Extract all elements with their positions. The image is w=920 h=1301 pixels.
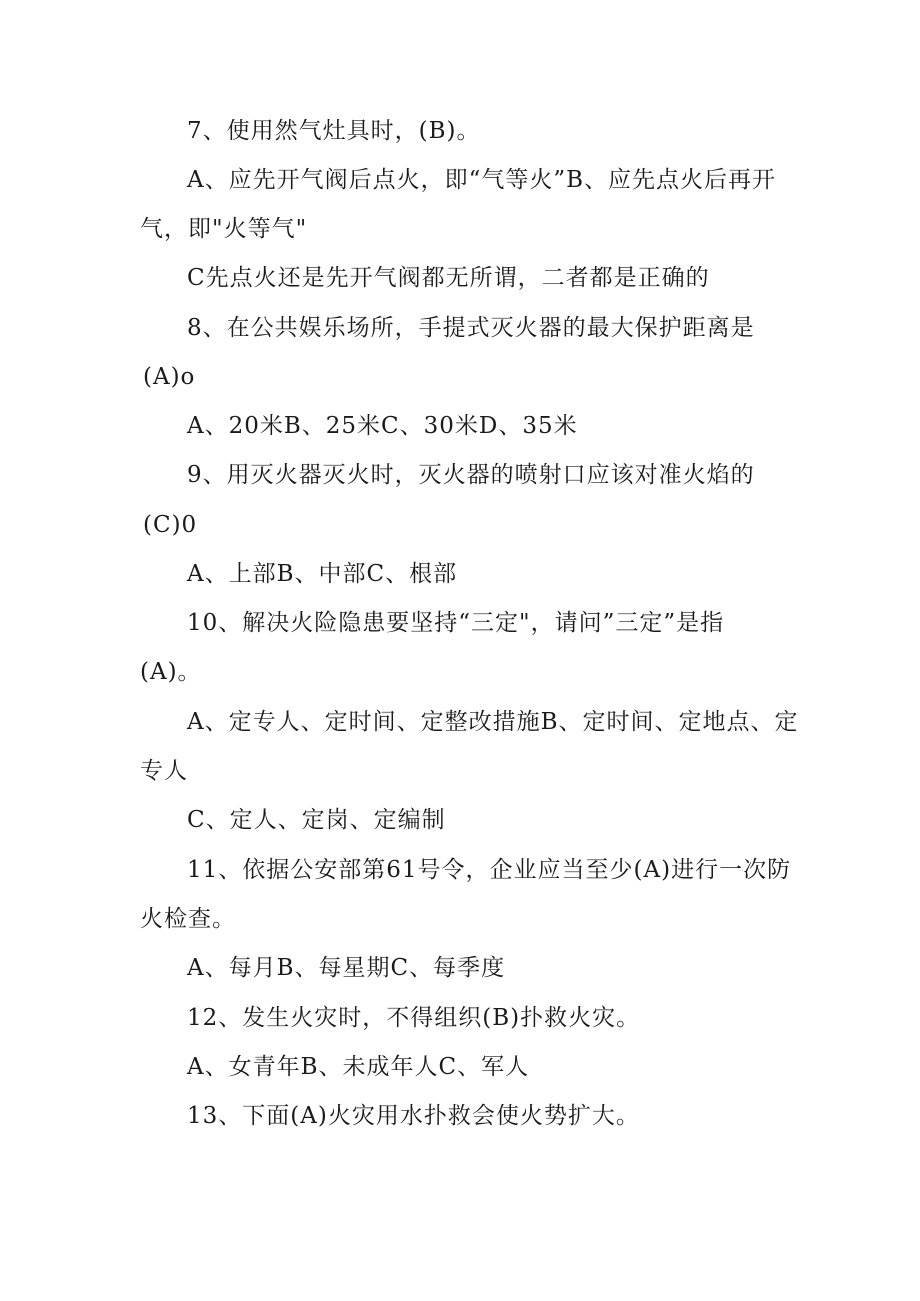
question-13-text: 13、下面(A)火灾用水扑救会使火势扩大。 [187, 1103, 640, 1129]
question-12-text: 12、发生火灾时，不得组织(B)扑救火灾。 [187, 1005, 641, 1031]
question-10-option-c: C、定人、定岗、定编制 [187, 807, 446, 833]
question-12-options: A、女青年B、未成年人C、军人 [187, 1054, 530, 1080]
question-7-option-c: C先点火还是先开气阀都无所谓，二者都是正确的 [187, 265, 710, 291]
question-10-answer: (A)。 [140, 659, 202, 685]
question-9-options: A、上部B、中部C、根部 [187, 561, 458, 587]
question-7-options-line-2: 气，即"火等气" [140, 216, 308, 242]
question-10-text: 10、解决火险隐患要坚持“三定"，请问”三定”是指 [187, 610, 725, 636]
question-9-text: 9、用灭火器灭火时，灭火器的喷射口应该对准火焰的 [187, 462, 755, 488]
question-7-text: 7、使用然气灶具时，(B)。 [187, 118, 481, 144]
question-9-answer: (C)0 [143, 512, 198, 538]
question-11-text-continued: 火检查。 [140, 906, 236, 932]
question-8-answer: (A)o [143, 364, 196, 390]
question-7-options-line-1: A、应先开气阀后点火，即“气等火”B、应先点火后再开 [187, 167, 777, 193]
question-10-options-line-2: 专人 [140, 758, 188, 784]
question-11-text: 11、依据公安部第61号令，企业应当至少(A)进行一次防 [187, 857, 792, 883]
question-8-text: 8、在公共娱乐场所，手提式灭火器的最大保护距离是 [187, 315, 755, 341]
question-11-options: A、每月B、每星期C、每季度 [187, 955, 506, 981]
question-8-options: A、20米B、25米C、30米D、35米 [187, 413, 578, 439]
question-10-options-line-1: A、定专人、定时间、定整改措施B、定时间、定地点、定 [187, 709, 799, 735]
